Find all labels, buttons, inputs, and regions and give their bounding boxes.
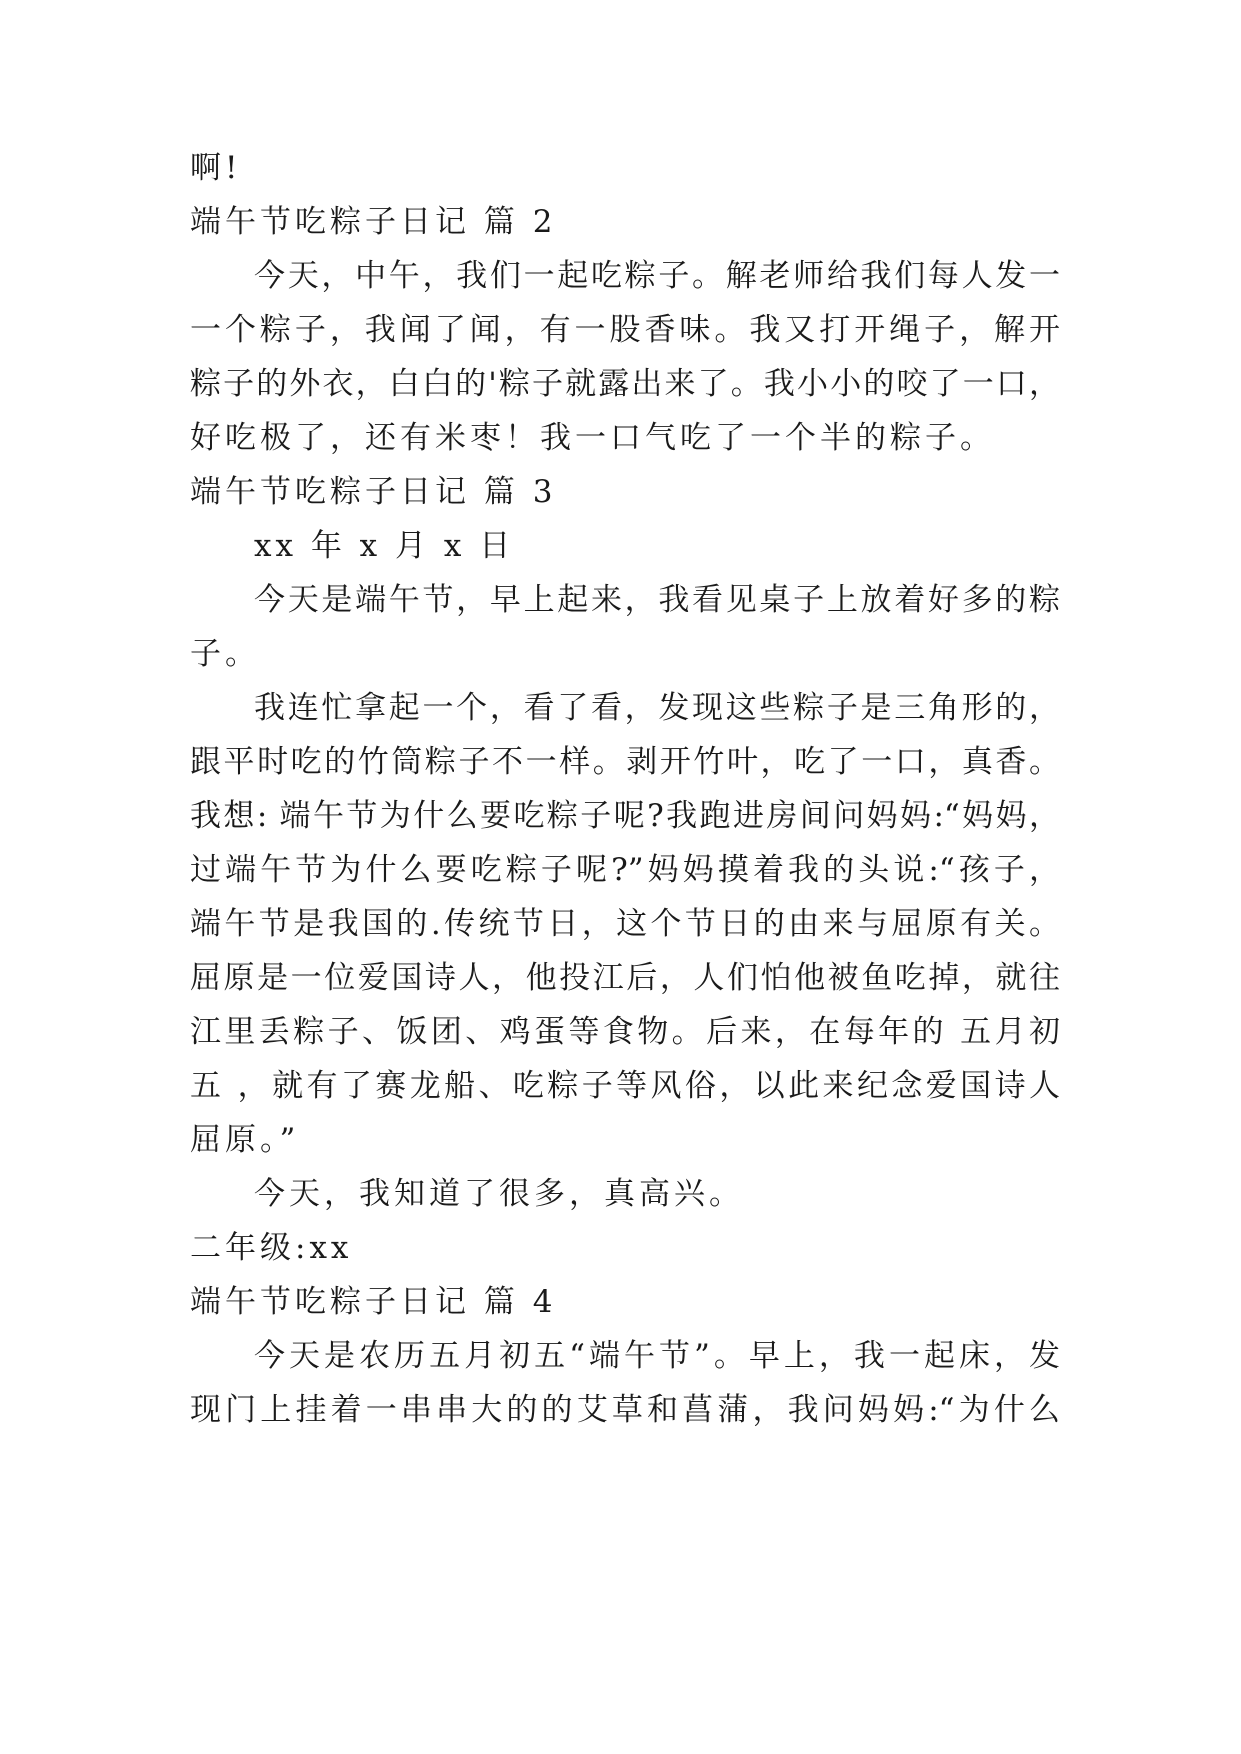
section-heading: 端午节吃粽子日记 篇 4 <box>190 1284 557 1320</box>
date-line: xx 年 x 月 x 日 <box>254 528 515 564</box>
text-line: 屈原是一位爱国诗人，他投江后，人们怕他被鱼吃掉，就往 <box>190 960 1060 996</box>
section-heading: 端午节吃粽子日记 篇 3 <box>190 474 557 510</box>
section-heading: 端午节吃粽子日记 篇 2 <box>190 204 557 240</box>
text-line: 五 ，就有了赛龙船、吃粽子等风俗，以此来纪念爱国诗人 <box>190 1068 1060 1104</box>
text-line: 啊! <box>190 150 242 186</box>
text-line: 子。 <box>190 636 260 672</box>
text-line: 江里丢粽子、饭团、鸡蛋等食物。后来，在每年的 五月初 <box>190 1014 1060 1050</box>
text-line: 今天，我知道了很多，真高兴。 <box>254 1176 744 1212</box>
text-line: 过端午节为什么要吃粽子呢?”妈妈摸着我的头说:“孩子， <box>190 852 1060 888</box>
text-line: 端午节是我国的.传统节日，这个节日的由来与屈原有关。 <box>190 906 1060 942</box>
text-line: 今天，中午，我们一起吃粽子。解老师给我们每人发一 <box>254 258 1060 294</box>
text-line: 好吃极了，还有米枣！我一口气吃了一个半的粽子。 <box>190 420 995 456</box>
text-line: 粽子的外衣，白白的'粽子就露出来了。我小小的咬了一口， <box>190 366 1060 402</box>
text-line: 我想: 端午节为什么要吃粽子呢?我跑进房间问妈妈:“妈妈， <box>190 798 1060 834</box>
text-line: 现门上挂着一串串大的的艾草和菖蒲，我问妈妈:“为什么 <box>190 1392 1060 1428</box>
author-line: 二年级:xx <box>190 1230 353 1266</box>
text-line: 一个粽子，我闻了闻，有一股香味。我又打开绳子，解开 <box>190 312 1060 348</box>
text-line: 跟平时吃的竹筒粽子不一样。剥开竹叶，吃了一口，真香。 <box>190 744 1060 780</box>
text-line: 今天是农历五月初五“端午节”。早上，我一起床，发 <box>254 1338 1060 1374</box>
text-line: 屈原。” <box>190 1122 300 1158</box>
text-line: 今天是端午节，早上起来，我看见桌子上放着好多的粽 <box>254 582 1060 618</box>
text-line: 我连忙拿起一个，看了看，发现这些粽子是三角形的， <box>254 690 1060 726</box>
